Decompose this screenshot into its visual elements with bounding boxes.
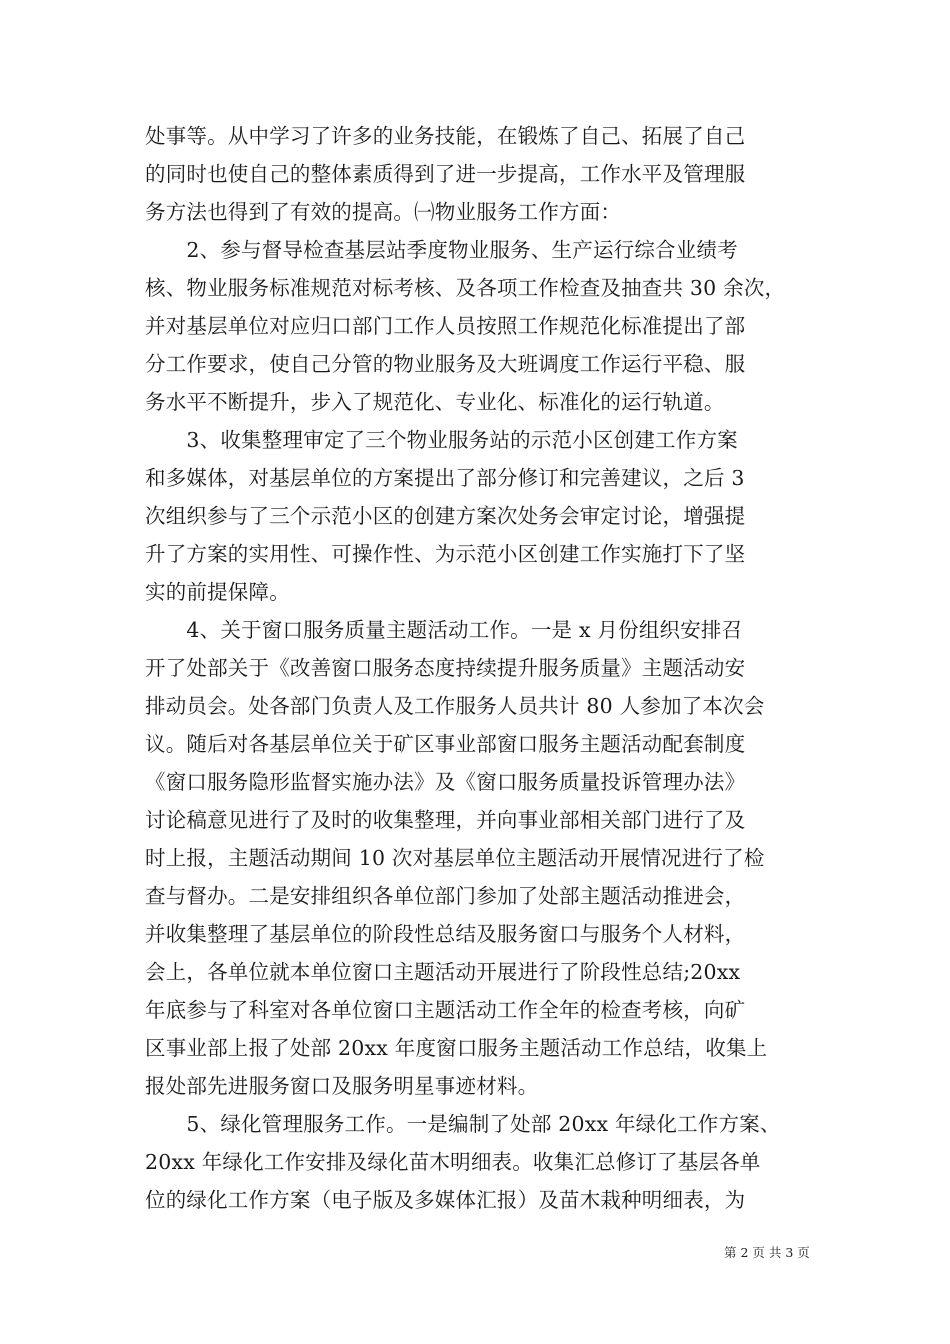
text-line: 4、关于窗口服务质量主题活动工作。一是 x 月份组织安排召: [145, 618, 743, 642]
text-line: 开了处部关于《改善窗口服务态度持续提升服务质量》主题活动安: [145, 656, 746, 680]
text-line: 处事等。从中学习了许多的业务技能，在锻炼了自己、拓展了自己: [145, 124, 746, 148]
text-line: 核、物业服务标准规范对标考核、及各项工作检查及抽查共 30 余次，: [145, 276, 786, 300]
text-line: 议。随后对各基层单位关于矿区事业部窗口服务主题活动配套制度: [145, 732, 746, 756]
text-line: 次组织参与了三个示范小区的创建方案次处务会审定讨论，增强提: [145, 504, 746, 528]
text-line: 2、参与督导检查基层站季度物业服务、生产运行综合业绩考: [145, 238, 738, 262]
text-line: 3、收集整理审定了三个物业服务站的示范小区创建工作方案: [145, 428, 738, 452]
text-line: 年底参与了科室对各单位窗口主题活动工作全年的检查考核，向矿: [145, 998, 746, 1022]
text-line: 务方法也得到了有效的提高。㈠物业服务工作方面：: [145, 200, 622, 224]
text-line: 会上，各单位就本单位窗口主题活动开展进行了阶段性总结;20xx: [145, 960, 741, 984]
text-line: 区事业部上报了处部 20xx 年度窗口服务主题活动工作总结，收集上: [145, 1036, 768, 1060]
text-line: 查与督办。二是安排组织各单位部门参加了处部主题活动推进会，: [145, 884, 746, 908]
text-line: 5、绿化管理服务工作。一是编制了处部 20xx 年绿化工作方案、: [145, 1112, 781, 1136]
text-line: 升了方案的实用性、可操作性、为示范小区创建工作实施打下了坚: [145, 542, 746, 566]
text-line: 务水平不断提升，步入了规范化、专业化、标准化的运行轨道。: [145, 390, 725, 414]
text-line: 讨论稿意见进行了及时的收集整理，并向事业部相关部门进行了及: [145, 808, 746, 832]
text-line: 分工作要求，使自己分管的物业服务及大班调度工作运行平稳、服: [145, 352, 746, 376]
text-line: 和多媒体，对基层单位的方案提出了部分修订和完善建议，之后 3: [145, 466, 745, 490]
text-line: 时上报，主题活动期间 10 次对基层单位主题活动开展情况进行了检: [145, 846, 765, 870]
text-line: 并对基层单位对应归口部门工作人员按照工作规范化标准提出了部: [145, 314, 746, 338]
text-line: 报处部先进服务窗口及服务明星事迹材料。: [145, 1074, 539, 1098]
text-line: 的同时也使自己的整体素质得到了进一步提高，工作水平及管理服: [145, 162, 746, 186]
text-line: 位的绿化工作方案（电子版及多媒体汇报）及苗木栽种明细表，为: [145, 1188, 746, 1212]
text-line: 《窗口服务隐形监督实施办法》及《窗口服务质量投诉管理办法》: [145, 770, 746, 794]
text-line: 20xx 年绿化工作安排及绿化苗木明细表。收集汇总修订了基层各单: [145, 1150, 761, 1174]
text-line: 并收集整理了基层单位的阶段性总结及服务窗口与服务个人材料，: [145, 922, 746, 946]
document-body: [145, 117, 815, 1219]
text-line: 实的前提保障。: [145, 580, 290, 604]
text-line: 排动员会。处各部门负责人及工作服务人员共计 80 人参加了本次会: [145, 694, 765, 718]
page-number: 第 2 页 共 3 页: [724, 1245, 810, 1260]
